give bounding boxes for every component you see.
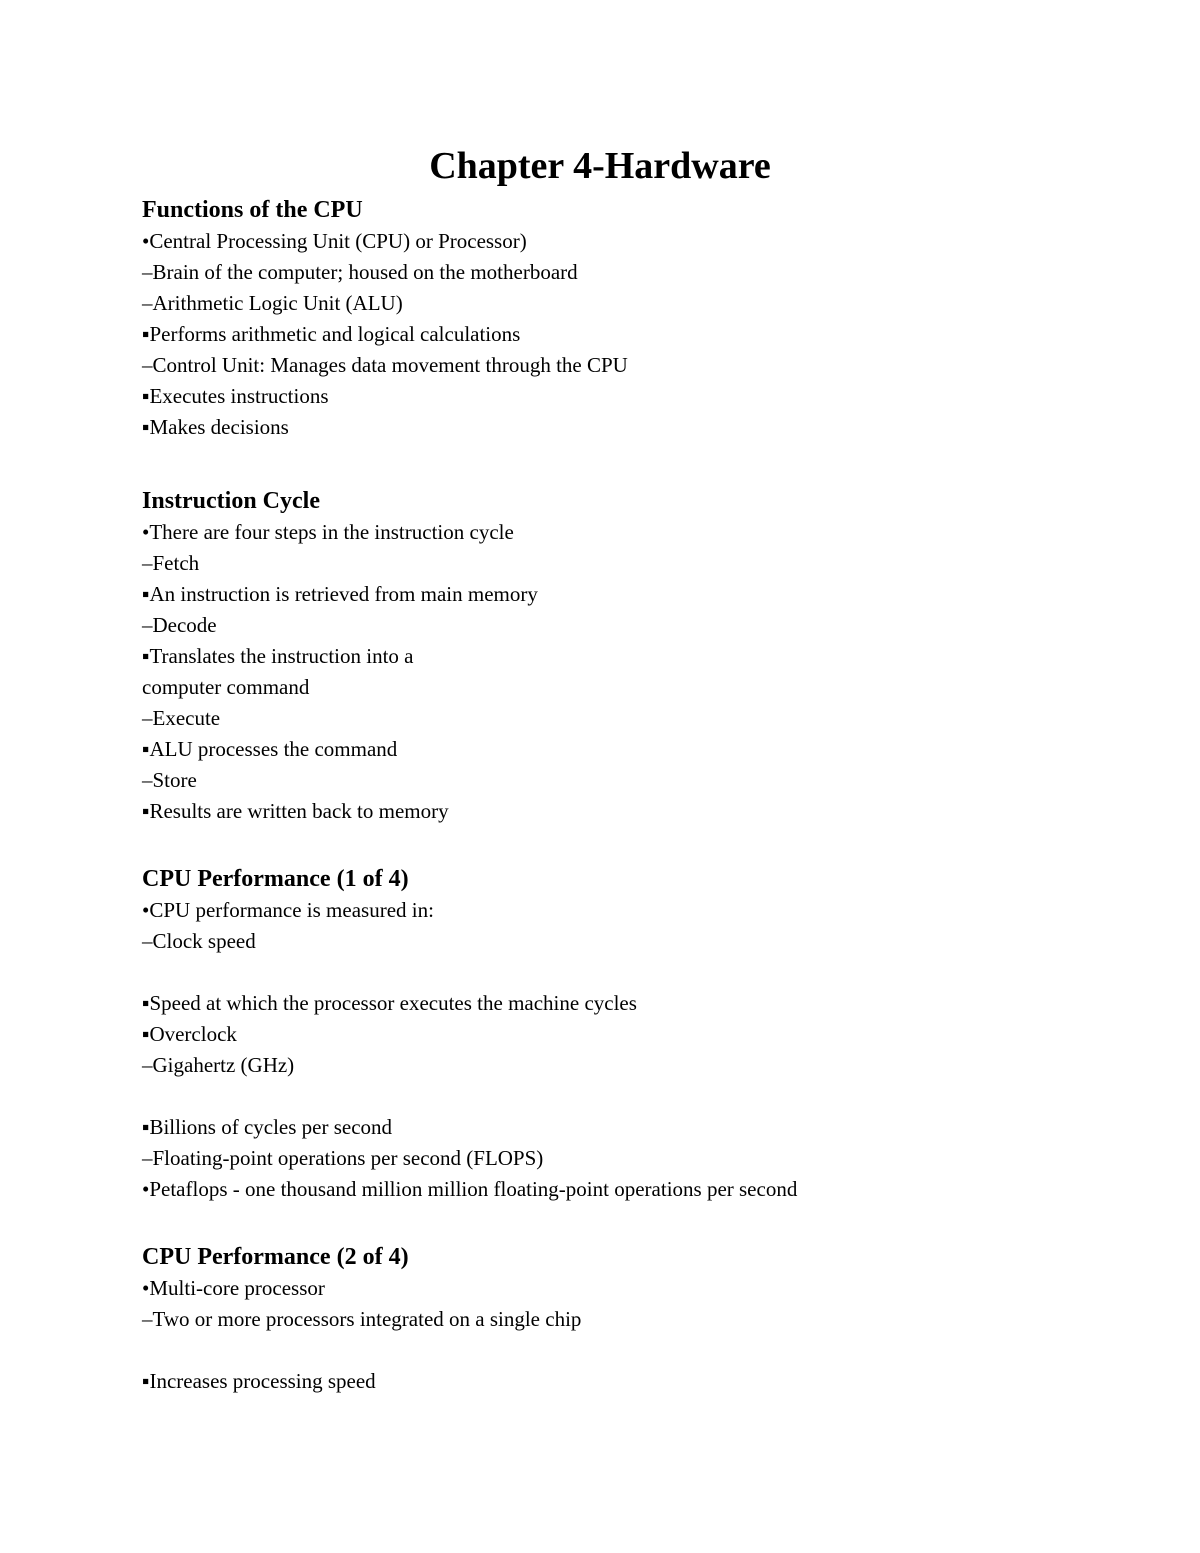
section-functions-of-cpu — [142, 195, 1102, 443]
section-instruction-cycle — [142, 486, 1102, 827]
text-line: ▪ALU processes the command — [142, 737, 398, 761]
text-line: –Store — [142, 768, 197, 792]
text-line: –Two or more processors integrated on a single chip — [142, 1307, 582, 1331]
text-line: ▪Results are written back to memory — [142, 799, 449, 823]
text-line: –Brain of the computer; housed on the motherboard — [142, 260, 578, 284]
text-line: –Decode — [142, 613, 217, 637]
text-line: ▪Makes decisions — [142, 415, 289, 439]
text-line: ▪An instruction is retrieved from main memory — [142, 582, 538, 606]
text-line: •Central Processing Unit (CPU) or Processor) — [142, 229, 527, 253]
text-line: ▪Billions of cycles per second — [142, 1115, 393, 1139]
section-heading: Instruction Cycle — [142, 488, 320, 514]
text-line: •Petaflops - one thousand million million floating-point operations per second — [142, 1177, 798, 1201]
section-heading: Functions of the CPU — [142, 197, 363, 223]
text-line: ▪Increases processing speed — [142, 1369, 376, 1393]
section-cpu-performance-1 — [142, 864, 1102, 1205]
text-line: computer command — [142, 675, 310, 699]
text-line: –Fetch — [142, 551, 200, 575]
text-line: ▪Speed at which the processor executes the machine cycles — [142, 991, 637, 1015]
blank-line — [142, 957, 1102, 988]
blank-line — [142, 1081, 1102, 1112]
blank-line — [142, 1335, 1102, 1366]
text-line: –Arithmetic Logic Unit (ALU) — [142, 291, 403, 315]
text-line: •Multi-core processor — [142, 1276, 325, 1300]
text-line: ▪Performs arithmetic and logical calculations — [142, 322, 521, 346]
text-line: •There are four steps in the instruction cycle — [142, 520, 514, 544]
section-cpu-performance-2 — [142, 1242, 1102, 1397]
text-line: –Floating-point operations per second (FLOPS) — [142, 1146, 544, 1170]
section-heading: CPU Performance (1 of 4) — [142, 866, 409, 892]
text-line: –Gigahertz (GHz) — [142, 1053, 295, 1077]
text-line: ▪Overclock — [142, 1022, 237, 1046]
text-line: –Clock speed — [142, 929, 256, 953]
section-heading: CPU Performance (2 of 4) — [142, 1244, 409, 1270]
text-line: ▪Translates the instruction into a — [142, 644, 414, 668]
text-line: –Control Unit: Manages data movement through the CPU — [142, 353, 628, 377]
text-line: ▪Executes instructions — [142, 384, 329, 408]
text-line: –Execute — [142, 706, 221, 730]
page-title: Chapter 4-Hardware — [429, 145, 771, 187]
text-line: •CPU performance is measured in: — [142, 898, 434, 922]
